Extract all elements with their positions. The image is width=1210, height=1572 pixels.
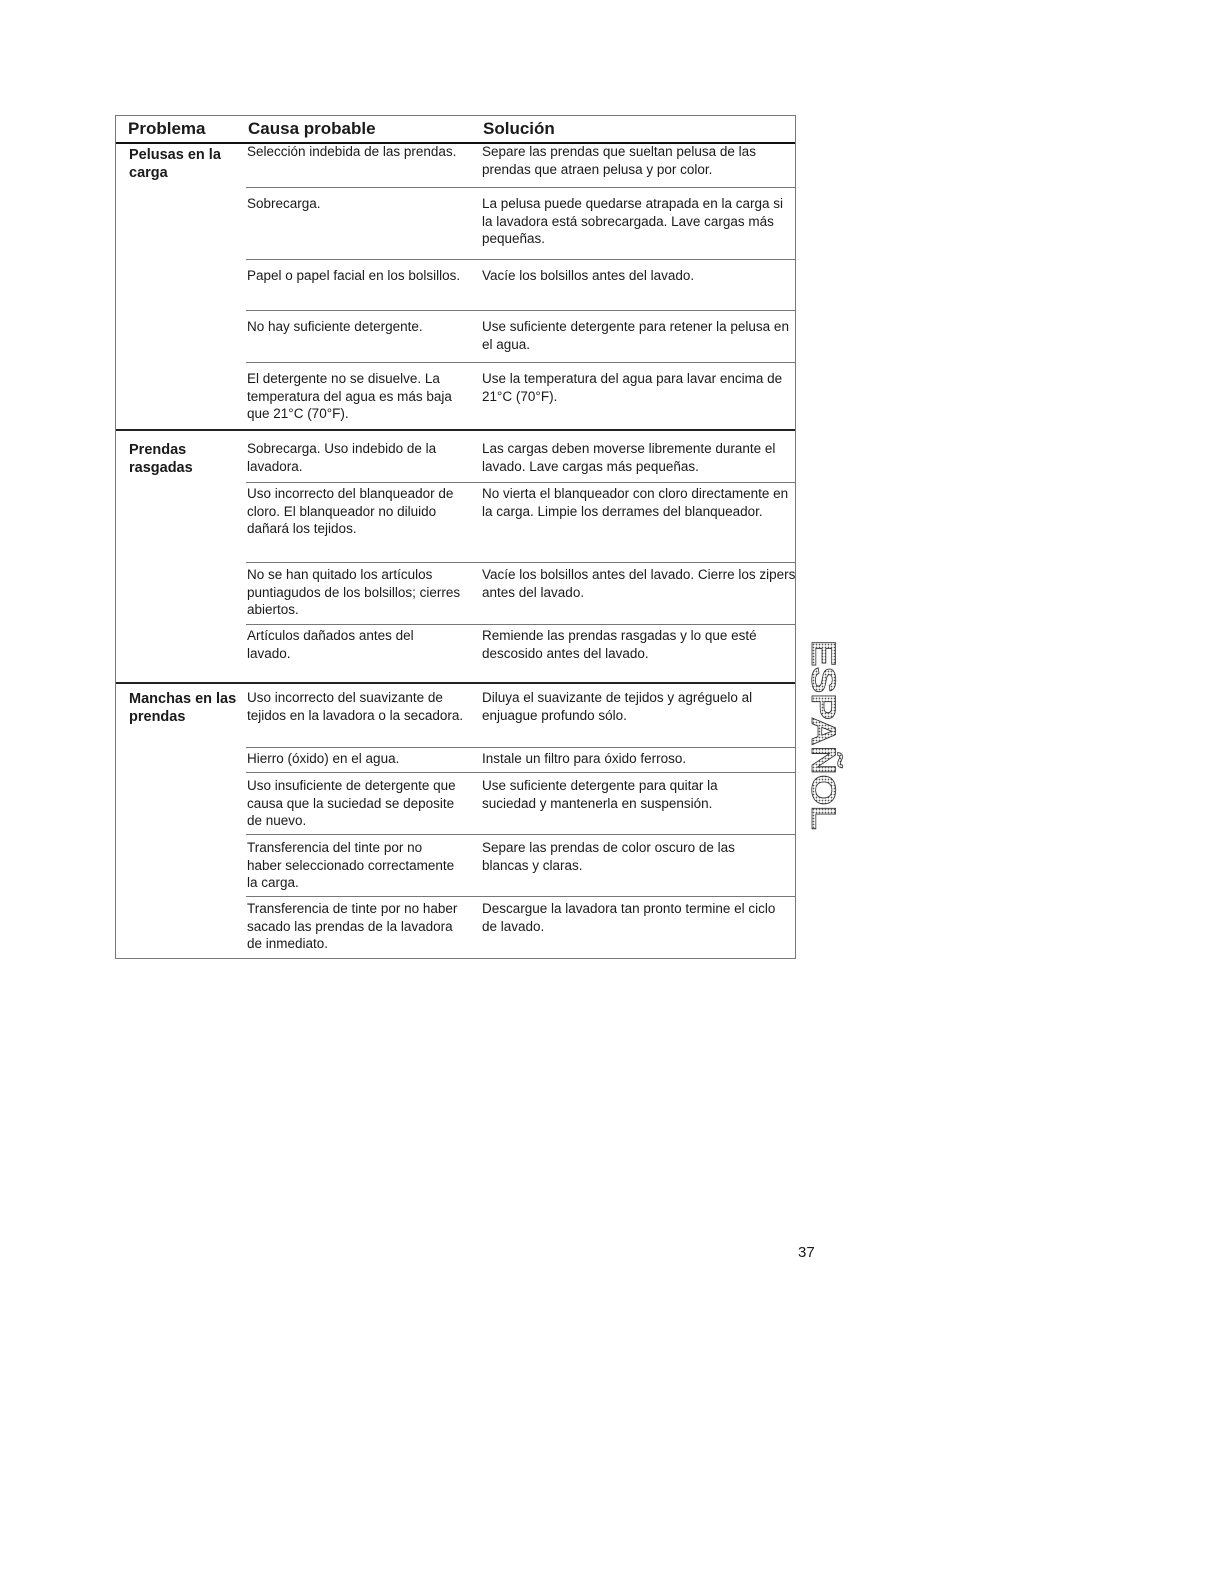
cause-cell: No se han quitado los artículos puntiagudos de los bolsillos; cierres abiertos. bbox=[247, 567, 461, 617]
solution-cell: Vacíe los bolsillos antes del lavado. Cierre los zipers antes del lavado. bbox=[482, 567, 796, 600]
group-separator bbox=[116, 682, 795, 684]
solution-cell: Use la temperatura del agua para lavar encima de 21°C (70°F). bbox=[482, 371, 783, 404]
troubleshooting-table bbox=[115, 115, 796, 959]
cause-cell: Hierro (óxido) en el agua. bbox=[247, 751, 400, 766]
problem-torn: Prendas rasgadas bbox=[129, 442, 193, 476]
header-cause: Causa probable bbox=[248, 119, 376, 138]
cause-cell: Transferencia del tinte por no haber seleccionado correctamente la carga. bbox=[247, 840, 455, 890]
cause-cell: Uso insuficiente de detergente que causa que la suciedad se deposite de nuevo. bbox=[247, 778, 456, 828]
solution-cell: No vierta el blanqueador con cloro directamente en la carga. Limpie los derrames del blanqueador. bbox=[482, 486, 789, 519]
solution-cell: Instale un filtro para óxido ferroso. bbox=[482, 751, 687, 766]
cause-cell: No hay suficiente detergente. bbox=[247, 319, 423, 334]
row-divider bbox=[246, 834, 795, 835]
row-divider bbox=[246, 747, 795, 748]
row-divider bbox=[246, 310, 795, 311]
solution-cell: Diluya el suavizante de tejidos y agréguelo al enjuague profundo sólo. bbox=[482, 690, 753, 723]
row-divider bbox=[246, 362, 795, 363]
side-tab-label: ESPAÑOL bbox=[804, 640, 842, 802]
solution-cell: Use suficiente detergente para retener la pelusa en el agua. bbox=[482, 319, 789, 352]
cause-cell: Transferencia de tinte por no haber sacado las prendas de la lavadora de inmediato. bbox=[247, 901, 458, 951]
page-number: 37 bbox=[798, 1244, 815, 1261]
cause-cell: Uso incorrecto del blanqueador de cloro. El blanqueador no diluido dañará los tejidos. bbox=[247, 486, 454, 536]
header-solution: Solución bbox=[483, 119, 555, 138]
row-divider bbox=[246, 187, 795, 188]
row-divider bbox=[246, 259, 795, 260]
cause-cell: Selección indebida de las prendas. bbox=[247, 144, 457, 159]
row-divider bbox=[246, 482, 795, 483]
solution-cell: Separe las prendas que sueltan pelusa de las prendas que atraen pelusa y por color. bbox=[482, 144, 756, 177]
cause-cell: Artículos dañados antes del lavado. bbox=[247, 628, 414, 661]
solution-cell: Las cargas deben moverse libremente durante el lavado. Lave cargas más pequeñas. bbox=[482, 441, 776, 474]
cause-cell: El detergente no se disuelve. La temperatura del agua es más baja que 21°C (70°F). bbox=[247, 371, 452, 421]
solution-cell: Use suficiente detergente para quitar la suciedad y mantenerla en suspensión. bbox=[482, 778, 718, 811]
row-divider bbox=[246, 772, 795, 773]
row-divider bbox=[246, 562, 795, 563]
cause-cell: Uso incorrecto del suavizante de tejidos en la lavadora o la secadora. bbox=[247, 690, 464, 723]
problem-lint: Pelusas en la carga bbox=[129, 147, 221, 181]
problem-stains: Manchas en las prendas bbox=[129, 691, 237, 725]
cause-cell: Sobrecarga. bbox=[247, 196, 321, 211]
solution-cell: Remiende las prendas rasgadas y lo que esté descosido antes del lavado. bbox=[482, 628, 757, 661]
solution-cell: Vacíe los bolsillos antes del lavado. bbox=[482, 268, 695, 283]
row-divider bbox=[246, 624, 795, 625]
solution-cell: Separe las prendas de color oscuro de las blancas y claras. bbox=[482, 840, 735, 873]
cause-cell: Sobrecarga. Uso indebido de la lavadora. bbox=[247, 441, 437, 474]
row-divider bbox=[246, 896, 795, 897]
header-problem: Problema bbox=[128, 119, 206, 138]
solution-cell: La pelusa puede quedarse atrapada en la carga si la lavadora está sobrecargada. Lave cargas más pequeñas. bbox=[482, 196, 783, 246]
side-language-tab bbox=[804, 640, 844, 832]
cause-cell: Papel o papel facial en los bolsillos. bbox=[247, 268, 461, 283]
solution-cell: Descargue la lavadora tan pronto termine el ciclo de lavado. bbox=[482, 901, 776, 934]
group-separator bbox=[116, 429, 795, 431]
